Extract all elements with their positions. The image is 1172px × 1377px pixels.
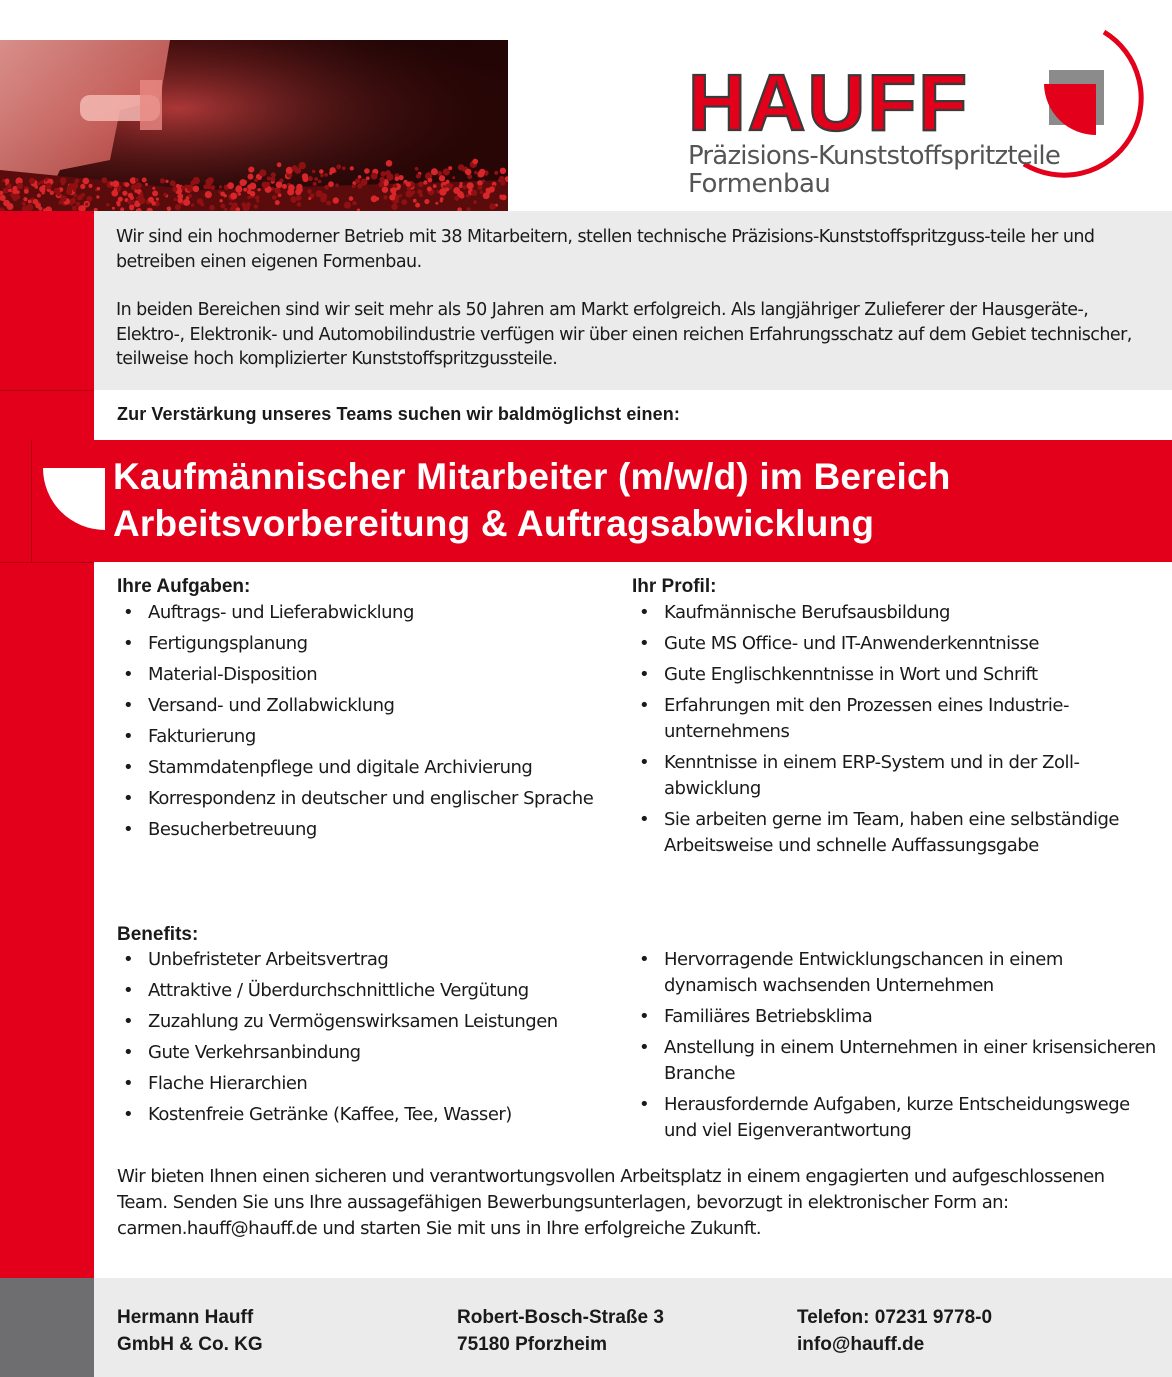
street: Robert-Bosch-Straße 3 (457, 1307, 664, 1328)
logo-tagline-1: Präzisions-Kunststoffspritzteile (688, 141, 1061, 171)
benefits-list-right (633, 947, 1158, 1149)
closing-paragraph: Wir bieten Ihnen einen sicheren und verantwortungsvollen Arbeitsplatz in einem engagierten und aufgeschlossenen Team. Senden Sie uns Ihre aussagefähigen Bewerbungsunterlagen, bevorzugt in elektronischer Form an: carmen.hauff@hauff.de und starten Sie mit uns in Ihre erfolgreiche Zukunft. (117, 1166, 1105, 1239)
email-link[interactable]: info@hauff.de (797, 1334, 925, 1355)
city: 75180 Pforzheim (457, 1334, 607, 1355)
company-legal-form: GmbH & Co. KG (117, 1334, 263, 1355)
divider (0, 390, 94, 391)
list-item: • Kenntnisse in einem ERP-System und in der Zoll-abwicklung (633, 750, 1158, 802)
divider (31, 440, 32, 562)
list-item: • Korrespondenz in deutscher und englischer Sprache (117, 786, 607, 812)
quarter-circle-icon (43, 468, 105, 530)
list-item: • Fertigungsplanung (117, 631, 607, 657)
list-item: • Gute Englischkenntnisse in Wort und Schrift (633, 662, 1158, 688)
logo-brand-text: HAUFF (688, 58, 970, 147)
profile-heading: Ihr Profil: (632, 576, 717, 597)
footer-accent-bar (0, 1278, 94, 1377)
phone: Telefon: 07231 9778-0 (797, 1307, 993, 1328)
list-item: • Zuzahlung zu Vermögenswirksamen Leistungen (117, 1009, 627, 1035)
divider (0, 562, 94, 563)
list-item: • Familiäres Betriebsklima (633, 1004, 1158, 1030)
profile-list (633, 600, 1158, 864)
list-item: • Versand- und Zollabwicklung (117, 693, 607, 719)
list-item: • Material-Disposition (117, 662, 607, 688)
list-item: • Herausfordernde Aufgaben, kurze Entscheidungswege und viel Eigenverantwortung (633, 1092, 1158, 1144)
list-item: • Erfahrungen mit den Prozessen eines Industrie-unternehmens (633, 693, 1158, 745)
list-item: • Unbefristeter Arbeitsvertrag (117, 947, 627, 973)
list-item: • Auftrags- und Lieferabwicklung (117, 600, 607, 626)
footer-contact (797, 1304, 992, 1358)
list-item: • Besucherbetreuung (117, 817, 607, 843)
list-item: • Flache Hierarchien (117, 1071, 627, 1097)
footer-company (117, 1304, 263, 1358)
logo-tagline-2: Formenbau (688, 169, 831, 199)
list-item: • Stammdatenpflege und digitale Archivierung (117, 755, 607, 781)
company-name: Hermann Hauff (117, 1307, 254, 1328)
intro-paragraph-1: Wir sind ein hochmoderner Betrieb mit 38 Mitarbeitern, stellen technische Präzisions-Kunststoffspritzguss-teile her und betreiben einen eigenen Formenbau. (116, 227, 1095, 272)
list-item: • Kaufmännische Berufsausbildung (633, 600, 1158, 626)
left-accent-bar (0, 211, 94, 1278)
list-item: • Hervorragende Entwicklungschancen in einem dynamisch wachsenden Unternehmen (633, 947, 1158, 999)
list-item: • Gute Verkehrsanbindung (117, 1040, 627, 1066)
job-title-line-2: Arbeitsvorbereitung & Auftragsabwicklung (113, 503, 875, 544)
tasks-list (117, 600, 607, 848)
list-item: • Kostenfreie Getränke (Kaffee, Tee, Wasser) (117, 1102, 627, 1128)
tasks-heading: Ihre Aufgaben: (117, 576, 251, 597)
list-item: • Gute MS Office- und IT-Anwenderkenntnisse (633, 631, 1158, 657)
job-title (113, 453, 951, 547)
list-item: • Fakturierung (117, 724, 607, 750)
list-item: • Sie arbeiten gerne im Team, haben eine selbständige Arbeitsweise und schnelle Auffassungsgabe (633, 807, 1158, 859)
footer-address (457, 1304, 664, 1358)
benefits-list-left (117, 947, 627, 1133)
intro-panel (94, 211, 1172, 390)
hauff-logo (684, 12, 1144, 202)
benefits-heading: Benefits: (117, 924, 199, 945)
search-line: Zur Verstärkung unseres Teams suchen wir baldmöglichst einen: (117, 404, 680, 424)
job-title-line-1: Kaufmännischer Mitarbeiter (m/w/d) im Bereich (113, 456, 951, 497)
hero-image (0, 40, 508, 211)
intro-paragraph-2: In beiden Bereichen sind wir seit mehr als 50 Jahren am Markt erfolgreich. Als langjähriger Zulieferer der Hausgeräte-, Elektro-, Elektronik- und Automobilindustrie verfügen wir über einen reichen Erfahrungsschatz auf dem Gebiet technischer, teilweise hoch komplizierter Kunststoffspritzgussteile. (116, 300, 1132, 369)
list-item: • Attraktive / Überdurchschnittliche Vergütung (117, 978, 627, 1004)
list-item: • Anstellung in einem Unternehmen in einer krisensicheren Branche (633, 1035, 1158, 1087)
